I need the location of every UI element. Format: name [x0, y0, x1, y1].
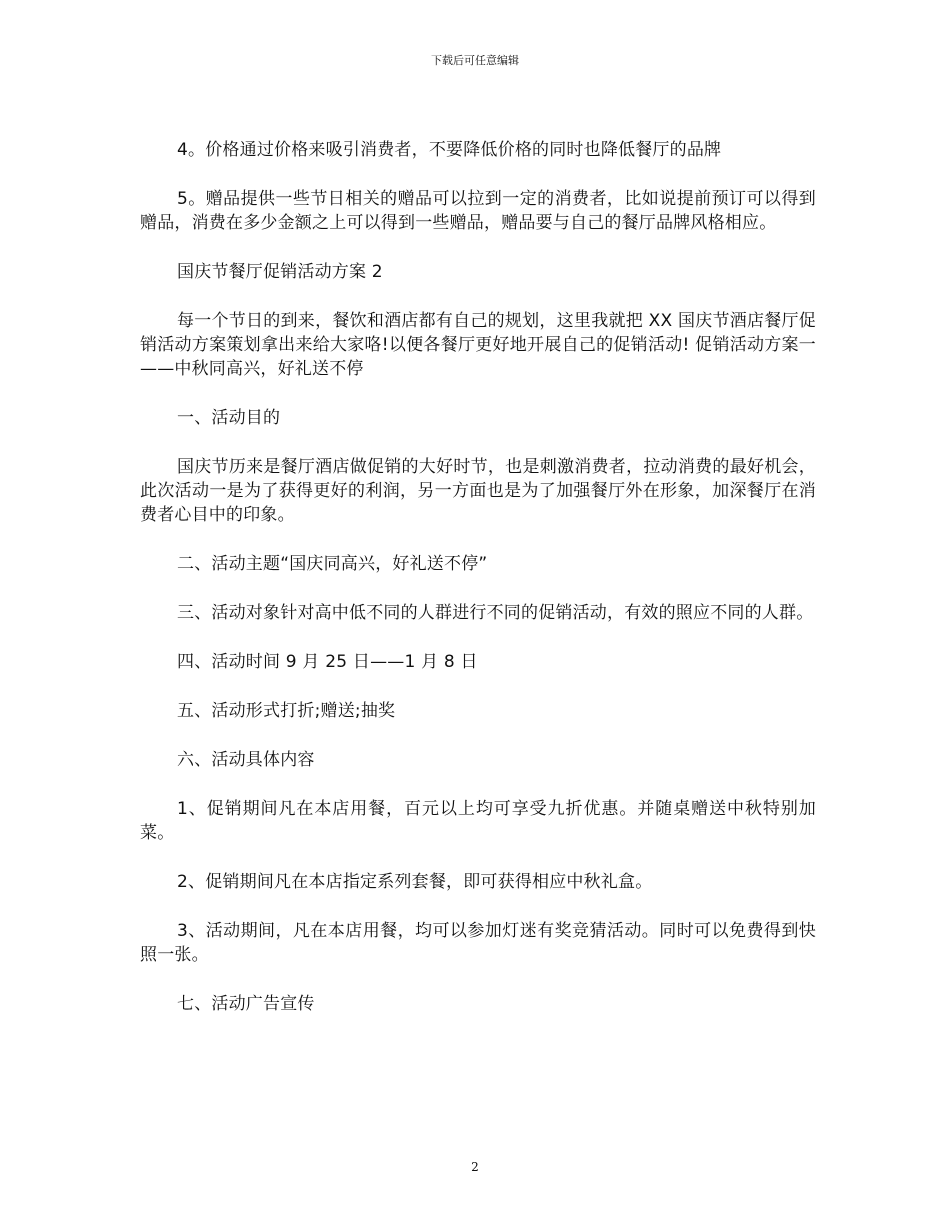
paragraph-price: 4。价格通过价格来吸引消费者，不要降低价格的同时也降低餐厅的品牌: [177, 140, 722, 160]
paragraph-purpose: 国庆节历来是餐厅酒店做促销的大好时节，也是刺激消费者，拉动消费的最好机会，此次活动一是为了获得更好的利润，另一方面也是为了加强餐厅外在形象，加深餐厅在消费者心目中的印象。: [140, 457, 816, 525]
heading-activity-content: 六、活动具体内容: [177, 750, 315, 770]
paragraph-theme: 二、活动主题“国庆同高兴，好礼送不停”: [177, 554, 488, 574]
paragraph-gifts: 5。赠品提供一些节日相关的赠品可以拉到一定的消费者，比如说提前预订可以得到赠品，消费在多少金额之上可以得到一些赠品，赠品要与自己的餐厅品牌风格相应。: [140, 189, 816, 233]
document-body: [140, 138, 816, 1041]
paragraph-intro: 每一个节日的到来，餐饮和酒店都有自己的规划，这里我就把 XX 国庆节酒店餐厅促销活动方案策划拿出来给大家咯!以便各餐厅更好地开展自己的促销活动! 促销活动方案一——中秋同高兴，好礼送不停: [140, 311, 816, 379]
page-header: 下载后可任意编辑: [431, 54, 519, 67]
paragraph-content-1: 1、促销期间凡在本店用餐，百元以上均可享受九折优惠。并随桌赠送中秋特别加菜。: [140, 799, 816, 843]
paragraph-time: 四、活动时间 9 月 25 日——1 月 8 日: [177, 652, 478, 672]
paragraph-target: 三、活动对象针对高中低不同的人群进行不同的促销活动，有效的照应不同的人群。: [177, 603, 814, 623]
heading-advertising: 七、活动广告宣传: [177, 994, 315, 1014]
paragraph-format: 五、活动形式打折;赠送;抽奖: [177, 701, 396, 721]
section-title-plan-2: 国庆节餐厅促销活动方案 2: [177, 262, 383, 282]
page-number: 2: [471, 1160, 479, 1174]
heading-activity-purpose: 一、活动目的: [177, 408, 281, 428]
paragraph-content-3: 3、活动期间，凡在本店用餐，均可以参加灯迷有奖竞猜活动。同时可以免费得到快照一张。: [140, 921, 816, 965]
paragraph-content-2: 2、促销期间凡在本店指定系列套餐，即可获得相应中秋礼盒。: [177, 872, 653, 892]
